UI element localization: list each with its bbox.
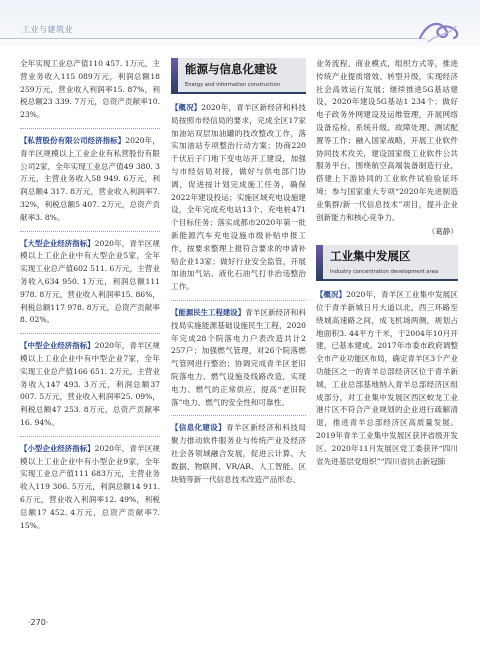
item-tag: 【信息化建设】: [171, 423, 226, 433]
divider: [20, 333, 160, 334]
item-text: 2020年，青羊区规模以上工业企业有私营股份有限公司2家，全年实现工业总产值49 380. 3万元，主营业务收入58 949. 6万元，利润总额4 317. 8万元，营业收入利润率7. 32%，利税总额5 407. 2万元，总资产贡献率3. 8%。: [20, 135, 160, 222]
page-number: ·270·: [28, 618, 49, 627]
item-text: 青羊区新经济和科技局实施能源基础设施民生工程，2020年完成28个院落电力户表改造共计2 257户；加强燃气管理，对26个院落燃气管网进行整治；协调完成青羊区老旧院落电力、燃气设施及线路改造，实现电力、燃气的正常供应，提高“老旧院落”电力、燃气的安全性和可靠性。: [171, 307, 306, 407]
section-title: 工业集中发展区: [330, 249, 411, 264]
item-overview: [171, 102, 306, 294]
running-header: [0, 0, 480, 46]
item-large-enterprise: [20, 238, 160, 328]
section-badge: [171, 58, 178, 92]
section-subtitle: Energy and information construction: [185, 82, 281, 88]
divider: [171, 300, 306, 301]
item-tag: 【概况】: [171, 103, 202, 112]
section-subtitle: Industry concentration development area: [330, 269, 439, 276]
item-private-shareholding: [20, 135, 160, 225]
item-tag: 【能源民生工程建设】: [171, 307, 246, 317]
column-2: [171, 58, 306, 492]
column-3: [316, 58, 458, 474]
item-text: 2020年，青羊区规模以上工业企业中有中型企业7家，全年实现工业总产值166 651. 2万元，主营业务收入147 493. 3万元，利润总额37 007. 5万元，营业收入利润率25. 09%，利税总额47 253. 8万元，总资产贡献率16. 94%。: [20, 341, 160, 427]
item-text: 2020年，青羊区新经济和科技局按照市经信局的要求，完成全区17家加油站双层加油罐的技改整改工作，落实加油站专项整治行动方案；协商220千伏后子门地下变电站开工建设，加强与市经信局对接，做好与供电部门协调，促进按计划完成施工任务，确保2022年建设投运；实施区域充电设施建设，全年完成充电站13个、充电桩471个目标任务；落实成都市2020年第一批新能源汽车充电设施市级补贴申报工作，按要求整理上报符合要求的申请补贴企业13家；做好行业安全监管，开展加油加气站、液化石油气打非治违整治工作。: [171, 103, 306, 292]
item-text: 青羊区新经济和科技局聚力推动软件服务业与传统产业及经济社会各领域融合发展，促进云计算、大数据、物联网、VR/AR、人工智能、区块链等新一代信息技术改造产品形态、: [171, 423, 306, 484]
running-title: 工业与建筑业: [22, 25, 73, 34]
header-rule: [0, 38, 425, 39]
item-small-enterprise: [20, 443, 160, 533]
item-text: 2020年，青羊区工业集中发展区位于青羊新城日月大道以北，西三环路至绕城高速路之间，成飞机场两侧，规划占地面积3. 44平方千米，于2004年10月开建，已基本建成。2017年市委市政府调整全市产业功能区布局，确定青羊区3个产业功能区之一的青羊总部经济区位于青羊新城，工业总部基地纳入青羊总部经济区组成部分，对工业集中发展区西区蛟龙工业港片区不符合产业规划的企业进行疏解清退，推进青羊总部经济区高质量发展。2019年青羊工业集中发展区获评省级开发区。2020年11月发展区党工委获评“四川省先进基层党组织”“四川省抗击新冠肺: [316, 290, 458, 466]
item-tag: 【概况】: [316, 290, 347, 300]
divider: [20, 436, 160, 437]
section-heading-energy: [171, 58, 306, 94]
col1-intro: 全年实现工业总产值110 457. 1万元，主营业务收入115 089万元，利润总额18 259万元，营业收入利润率15. 87%，利税总额23 339. 7万元，总资产贡献率10. 23%。: [20, 59, 160, 120]
section-badge: [316, 245, 323, 279]
item-text: 2020年，青羊区规模以上工业企业中有大型企业5家，全年实现工业总产值602 511. 6万元，主营业务收入634 950. 1万元，利润总额111 978. 8万元，营业收入利润率15. 86%，利税总额117 978. 8万元，总资产贡献率8. 02%。: [20, 238, 160, 325]
column-1: [20, 58, 160, 538]
item-zone-overview: [316, 289, 458, 468]
item-tag: 【中型企业经济指标】: [20, 341, 95, 351]
divider: [20, 231, 160, 232]
swirl-ornament-icon: [418, 16, 462, 46]
section-heading-industry-zone: [316, 245, 458, 281]
item-informatization: [171, 422, 306, 486]
section-title: 能源与信息化建设: [185, 62, 277, 76]
item-tag: 【小型企业经济指标】: [20, 443, 95, 453]
item-energy-livelihood: [171, 307, 306, 409]
col3-continuation: 业务流程、商业模式，组织方式等，推进传统产业提质增效、转型升级，实现经济社会高效运行发展；继续推进5G基站建设，2020年建设5G基站1 234个；做好电子政务外网建设及运维管理，开展网络设备巡检、系统升级、故障处理、测试配置等工作；融入国家战略，开展工业软件协同技术攻关，建设国家级工业软件公共服务平台，围绕航空高端装备制造行业，搭建上下游协同的工业软件试验验证环境；参与国家重大专项“2020年先进制造业集群/新一代信息技术”项目，提升企业创新能力和核心竞争力。: [316, 59, 458, 222]
divider: [20, 128, 160, 129]
item-text: 2020年，青羊区规模以上工业企业中有小型企业9家，全年实现工业总产值111 683万元，主营业务收入119 306. 5万元，利润总额14 911. 6万元，营业收入利润率12. 49%，利税总额17 452. 4万元，总资产贡献率7. 15%。: [20, 443, 160, 530]
item-tag: 【大型企业经济指标】: [20, 238, 95, 248]
divider: [171, 415, 306, 416]
item-medium-enterprise: [20, 340, 160, 430]
item-tag: 【私营股份有限公司经济指标】: [20, 135, 126, 145]
author-signature: （葛静）: [427, 227, 458, 237]
